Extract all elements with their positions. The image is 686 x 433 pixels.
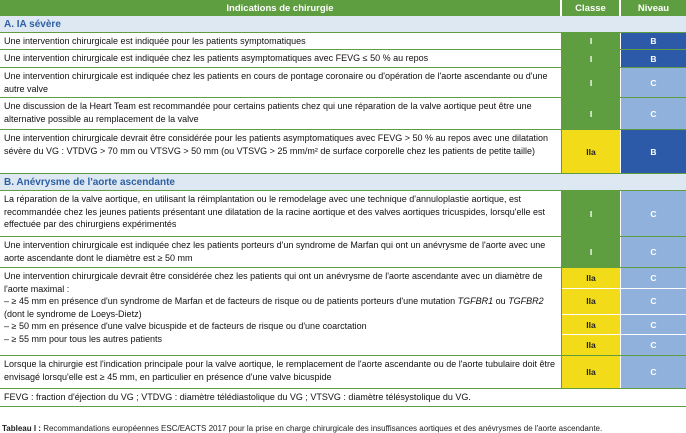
niveau-badge: C bbox=[621, 356, 686, 388]
table-row bbox=[0, 33, 686, 50]
section-b-title: B. Anévrysme de l'aorte ascendante bbox=[0, 174, 686, 191]
row-text: Une intervention chirurgicale devrait être considérée pour les patients asymptomatiques avec FEVG > 50 % au repos avec une dilatation sévère du VG : VTDVG > 70 mm ou VTSVG > 50 mm (ou VTSVG > 25 mm/m² de surface corporelle chez les patients de petite taille) bbox=[0, 130, 562, 173]
niveau-badge: B bbox=[621, 130, 686, 173]
table-row bbox=[0, 237, 686, 268]
row-text: Une intervention chirurgicale est indiquée chez les patients en cours de pontage coronaire ou d'opération de l'aorte ascendante ou d'une autre valve bbox=[0, 68, 562, 97]
classe-badge: IIa bbox=[562, 356, 620, 388]
gene-name: TGFBR2 bbox=[508, 296, 544, 306]
caption-label: Tableau I : bbox=[2, 424, 41, 433]
classe-badge: IIa bbox=[562, 335, 620, 355]
table-row bbox=[0, 130, 686, 174]
bullet-text: ou bbox=[493, 296, 509, 306]
row-bullet: – ≥ 55 mm pour tous les autres patients bbox=[4, 333, 163, 344]
classe-badge: I bbox=[562, 237, 620, 267]
table-header bbox=[0, 0, 686, 16]
classe-badge: IIa bbox=[562, 289, 620, 315]
classe-badge: IIa bbox=[562, 268, 620, 289]
header-classe: Classe bbox=[562, 0, 621, 16]
row-text: Une intervention chirurgicale est indiquée chez les patients asymptomatiques avec FEVG ≤ 50 % au repos bbox=[0, 50, 562, 67]
niveau-badge: B bbox=[621, 50, 686, 67]
row-text: Une intervention chirurgicale est indiquée pour les patients symptomatiques bbox=[0, 33, 562, 49]
classe-badge: I bbox=[562, 191, 620, 236]
niveau-badge: C bbox=[621, 289, 686, 315]
header-indications: Indications de chirurgie bbox=[0, 0, 562, 16]
table-row bbox=[0, 68, 686, 98]
row-text: Une intervention chirurgicale est indiquée chez les patients porteurs d'un syndrome de Marfan qui ont un anévrysme de l'aorte avec une aorte ascendante dont le diamètre est ≥ 50 mm bbox=[0, 237, 562, 267]
table-row bbox=[0, 98, 686, 130]
table-row bbox=[0, 356, 686, 389]
niveau-badge: C bbox=[621, 237, 686, 267]
table-row bbox=[0, 268, 686, 356]
niveau-badge: C bbox=[621, 268, 686, 289]
bullet-text: – ≥ 45 mm en présence d'un syndrome de Marfan et de facteurs de risque ou de patients porteurs d'une mutation bbox=[4, 296, 456, 306]
classe-badge: I bbox=[562, 50, 620, 67]
classe-badge: IIa bbox=[562, 315, 620, 336]
classe-badge: I bbox=[562, 98, 620, 129]
section-a-title: A. IA sévère bbox=[0, 16, 686, 33]
classe-badge: IIa bbox=[562, 130, 620, 173]
row-bullet bbox=[4, 295, 557, 320]
niveau-badge: C bbox=[621, 335, 686, 355]
row-text: Une discussion de la Heart Team est recommandée pour certains patients chez qui une réparation de la valve aortique peut être une alternative possible au remplacement de la valve bbox=[0, 98, 562, 129]
niveau-badge: C bbox=[621, 68, 686, 97]
table-row bbox=[0, 191, 686, 237]
table-row bbox=[0, 50, 686, 68]
header-niveau: Niveau bbox=[637, 2, 670, 14]
row-bullet: – ≥ 50 mm en présence d'une valve bicuspide et de facteurs de risque ou d'une coarctation bbox=[4, 321, 367, 331]
row-text: Lorsque la chirurgie est l'indication principale pour la valve aortique, le remplacement de l'aorte ascendante ou de l'aorte tubulaire doit être envisagé lorsqu'elle est ≥ 45 mm, en particulier en présence d'une valve bicuspide bbox=[0, 356, 562, 388]
niveau-badge: C bbox=[621, 98, 686, 129]
classe-badge: I bbox=[562, 68, 620, 97]
row-text bbox=[0, 268, 562, 355]
bullet-text: (dont le syndrome de Loeys-Dietz) bbox=[4, 308, 142, 319]
niveau-badge: B bbox=[621, 33, 686, 49]
row-text: La réparation de la valve aortique, en utilisant la réimplantation ou le remodelage avec une technique d'annuloplastie aortique, est recommandée chez les jeunes patients présentant une dilatation de la racine aortique et des valves aortiques tricuspides, lorsqu'elle est effectuée par des chirurgiens expérimentés bbox=[0, 191, 562, 236]
niveau-badge: C bbox=[621, 315, 686, 336]
table-footnote: FEVG : fraction d'éjection du VG ; VTDVG : diamètre télédiastolique du VG ; VTSVG : diamètre télésystolique du VG. bbox=[0, 389, 686, 407]
table-caption bbox=[2, 424, 602, 433]
classe-badge: I bbox=[562, 33, 620, 49]
gene-name: TGFBR1 bbox=[457, 296, 494, 306]
niveau-badge: C bbox=[621, 191, 686, 236]
row-intro: Une intervention chirurgicale devrait être considérée chez les patients qui ont un anévrysme de l'aorte ascendante avec un diamètre de l'aorte maximal : bbox=[4, 271, 543, 294]
caption-text: Recommandations européennes ESC/EACTS 2017 pour la prise en charge chirurgicale des insuffisances aortiques et des anévrysmes de l'aorte ascendante. bbox=[40, 424, 603, 433]
